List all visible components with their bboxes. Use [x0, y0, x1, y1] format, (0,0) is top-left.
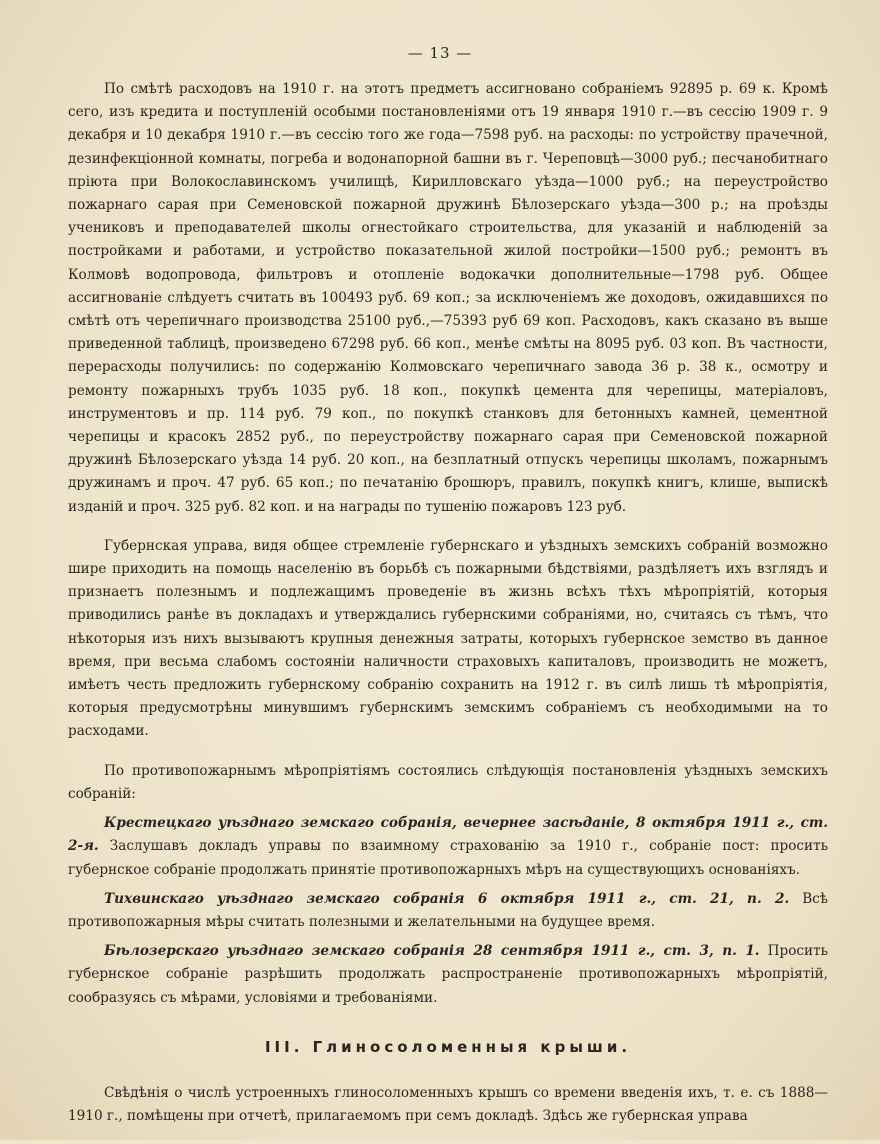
paragraph-resolutions-intro: По противопожарнымъ мѣропріятіямъ состоялись слѣдующія постановленія уѣздныхъ земскихъ собраній:	[68, 762, 828, 802]
resolution-heading: Тихвинскаго уѣзднаго земскаго собранія 6 октября 1911 г., ст. 21, п. 2.	[104, 890, 790, 907]
page-number: — 13 —	[407, 44, 473, 62]
paragraph-expenses: По смѣтѣ расходовъ на 1910 г. на этотъ предметъ ассигновано собраніемъ 92895 р. 69 к. Кромѣ сего, изъ кредита и поступленій особыми постановленіями отъ 19 января 1910 г.—въ сессію 1909 г. 9 декабря и 10 декабря 1910 г.—въ сессію того же года—7598 руб. на расходы: по устройству прачечной, дезинфекціонной комнаты, погреба и водонапорной башни въ г. Череповцѣ—3000 руб.; песчанобитнаго пріюта при Волокославинскомъ училищѣ, Кирилловскаго уѣзда—1000 руб.; на переустройство пожарнаго сарая при Семеновской пожарной дружинѣ Бѣлозерскаго уѣзда—300 р.; на проѣзды учениковъ и преподавателей школы огнестойкаго строительства, для указаній и наблюденій за постройками и работами, и устройство показательной жилой постройки—1500 руб.; ремонтъ въ Колмовѣ водопровода, фильтровъ и отопленіе водокачки дополнительные—1798 руб. Общее ассигнованіе слѣдуетъ считать въ 100493 руб. 69 коп.; за исключеніемъ же доходовъ, ожидавшихся по смѣтѣ отъ черепичнаго производства 25100 руб.,—75393 руб 69 коп. Расходовъ, какъ сказано въ выше приведенной таблицѣ, произведено 67298 руб. 66 коп., менѣе смѣты на 8095 руб. 03 коп. Въ частности, перерасходы получились: по содержанію Колмовскаго черепичнаго завода 36 р. 38 к., осмотру и ремонту пожарныхъ трубъ 1035 руб. 18 коп., покупкѣ цемента для черепицы, матеріаловъ, инструментовъ и пр. 114 руб. 79 коп., по покупкѣ станковъ для бетонныхъ камней, цементной черепицы и красокъ 2852 руб., по переустройству пожарнаго сарая при Семеновской пожарной дружинѣ Бѣлозерскаго уѣзда 14 руб. 20 коп., на безплатный отпускъ черепицы школамъ, пожарнымъ дружинамъ и проч. 47 руб. 65 коп.; по печатанію брошюръ, правилъ, покупкѣ книгъ, клише, выпискѣ изданій и проч. 325 руб. 82 коп. и на награды по тушенію пожаровъ 123 руб.	[68, 81, 828, 515]
resolution-heading: Крестецкаго уѣзднаго земскаго собранія, вечернее засѣданіе, 8 октября 1911 г., ст. 2-я.	[68, 815, 828, 855]
paragraph-administration: Губернская управа, видя общее стремленіе губернскаго и уѣздныхъ земскихъ собраній возможно шире приходить на помощь населенію въ борьбѣ съ пожарными бѣдствіями, раздѣляетъ ихъ взглядъ и признаетъ полезнымъ и подлежащимъ проведеніе въ жизнь всѣхъ тѣхъ мѣропріятій, которыя приводились ранѣе въ докладахъ и утверждались губернскими собраніями, но, считаясь съ тѣмъ, что нѣкоторыя изъ нихъ вызываютъ крупныя денежныя затраты, которыхъ губернское земство въ данное время, при весьма слабомъ состояніи наличности страховыхъ капиталовъ, производить не можетъ, имѣетъ честь предложить губернскому собранію сохранить на 1912 г. въ силѣ лишь тѣ мѣропріятія, которыя предусмотрѣны минувшимъ губернскимъ земскимъ собраніемъ съ необходимыми на то расходами.	[68, 537, 828, 740]
resolution-text: Просить губернское собраніе разрѣшить продолжать распространеніе противопожарныхъ мѣропріятій, сообразуясь съ мѣрами, условіями и требованіями.	[68, 943, 829, 1006]
resolution-text: Всѣ противопожарныя мѣры считать полезными и желательными на будущее время.	[68, 890, 828, 930]
resolution-heading: Бѣлозерскаго уѣзднаго земскаго собранія 28 сентября 1911 г., ст. 3, п. 1.	[104, 943, 760, 960]
section-heading: III. Глиносоломенныя крыши.	[264, 1037, 632, 1056]
paragraph-clay-roofs: Свѣдѣнія о числѣ устроенныхъ глиносоломенныхъ крышъ со времени введенія ихъ, т. е. съ 1888—1910 г., помѣщены при отчетѣ, прилагаемомъ при семъ докладѣ. Здѣсь же губернская управа	[68, 1084, 828, 1124]
body-text	[68, 78, 828, 1144]
resolution-krestetsky	[68, 812, 828, 882]
resolution-text: Заслушавъ докладъ управы по взаимному страхованію за 1910 г., собраніе пост: просить губернское собраніе продолжать принятіе противопожарныхъ мѣръ на существующихъ основаніяхъ.	[68, 838, 828, 878]
resolution-belozersky	[68, 940, 828, 1010]
resolution-tikhvinsky	[68, 888, 828, 934]
